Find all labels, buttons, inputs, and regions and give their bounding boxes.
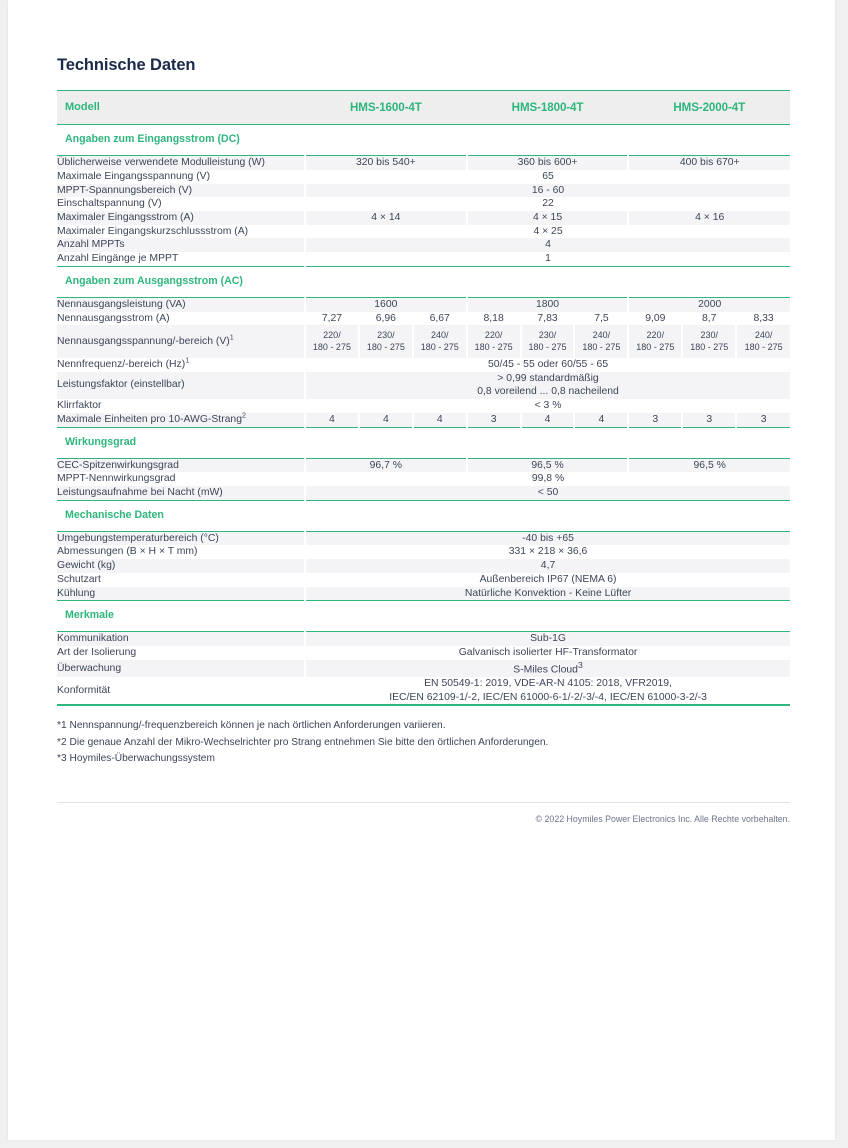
table-header-row	[57, 90, 790, 124]
row-label-text: Maximale Einheiten pro 10-AWG-Strang	[57, 413, 242, 425]
row-value-weight: 4,7	[305, 559, 790, 573]
technical-specifications-table	[57, 90, 790, 705]
row-value-rated-output-voltage-3	[413, 325, 467, 358]
row-value-max-units-3: 4	[413, 413, 467, 427]
table-row	[57, 545, 790, 559]
voltage-range: 180 - 275	[636, 341, 675, 352]
row-value-mppt-count: 4	[305, 238, 790, 252]
row-value-isolation: Galvanisch isolierter HF-Transformator	[305, 646, 790, 660]
row-value-max-input-current-1: 4 × 14	[305, 211, 467, 225]
table-row	[57, 531, 790, 545]
row-value-thd: < 3 %	[305, 399, 790, 413]
row-value-module-power-3: 400 bis 670+	[628, 156, 790, 170]
row-value-rated-output-current-5: 7,83	[521, 312, 575, 326]
row-value-inputs-per-mppt: 1	[305, 252, 790, 266]
row-value-rated-output-voltage-2	[359, 325, 413, 358]
row-value-compliance	[305, 677, 790, 704]
row-label-thd: Klirrfaktor	[57, 399, 305, 413]
row-value-startup-voltage: 22	[305, 197, 790, 211]
row-value-max-units-8: 3	[682, 413, 736, 427]
row-label-rated-output-voltage	[57, 325, 305, 358]
row-label-startup-voltage: Einschaltspannung (V)	[57, 197, 305, 211]
row-value-cec-efficiency-1: 96,7 %	[305, 458, 467, 472]
compliance-line-2: IEC/EN 62109-1/-2, IEC/EN 61000-6-1/-2/-3/-4, IEC/EN 61000-3-2/-3	[389, 691, 707, 703]
table-row	[57, 632, 790, 646]
row-value-module-power-1: 320 bis 540+	[305, 156, 467, 170]
footnote-3: *3 Hoymiles-Überwachungssystem	[57, 753, 215, 765]
power-factor-line-1: > 0,99 standardmäßig	[497, 372, 599, 384]
voltage-top: 230/	[538, 330, 557, 341]
voltage-range: 180 - 275	[312, 341, 351, 352]
footnote-marker-1: 1	[229, 332, 234, 342]
row-value-cooling: Natürliche Konvektion - Keine Lüfter	[305, 587, 790, 601]
footnote-marker-3: 3	[577, 659, 583, 670]
row-value-max-short-circuit-current: 4 × 25	[305, 225, 790, 239]
row-label-power-factor: Leistungsfaktor (einstellbar)	[57, 372, 305, 399]
table-row	[57, 358, 790, 372]
table-row	[57, 238, 790, 252]
row-label-monitoring: Überwachung	[57, 660, 305, 677]
row-value-module-power-2: 360 bis 600+	[467, 156, 629, 170]
table-row	[57, 211, 790, 225]
row-label-weight: Gewicht (kg)	[57, 559, 305, 573]
table-bottom-rule	[57, 704, 790, 706]
table-row	[57, 225, 790, 239]
table-row	[57, 156, 790, 170]
row-value-rated-output-voltage-5	[521, 325, 575, 358]
row-value-rated-frequency: 50/45 - 55 oder 60/55 - 65	[305, 358, 790, 372]
table-row	[57, 170, 790, 184]
row-value-rated-output-current-6: 7,5	[574, 312, 628, 326]
row-value-rated-output-power-2: 1800	[467, 297, 629, 311]
row-value-rated-output-voltage-7	[628, 325, 682, 358]
row-label-rated-frequency	[57, 355, 305, 372]
footer-divider	[57, 802, 790, 803]
row-value-max-input-current-3: 4 × 16	[628, 211, 790, 225]
section-header-features	[57, 601, 790, 632]
section-header-dc	[57, 125, 790, 156]
footnote-marker-2: 2	[242, 410, 246, 420]
row-value-max-units-7: 3	[628, 413, 682, 427]
footnote-1: *1 Nennspannung/-frequenzbereich können je nach örtlichen Anforderungen variieren.	[57, 720, 446, 732]
row-value-rated-output-voltage-4	[467, 325, 521, 358]
row-label-max-short-circuit-current: Maximaler Eingangskurzschlussstrom (A)	[57, 225, 305, 239]
row-value-mppt-voltage-range: 16 - 60	[305, 184, 790, 198]
row-label-mppt-efficiency: MPPT-Nennwirkungsgrad	[57, 472, 305, 486]
table-row	[57, 573, 790, 587]
section-label-efficiency: Wirkungsgrad	[57, 427, 790, 458]
section-header-mechanical	[57, 500, 790, 531]
monitoring-text: S-Miles Cloud	[513, 664, 578, 676]
row-value-cec-efficiency-3: 96,5 %	[628, 458, 790, 472]
row-label-max-input-voltage: Maximale Eingangsspannung (V)	[57, 170, 305, 184]
table-row	[57, 458, 790, 472]
row-value-power-factor	[305, 372, 790, 399]
row-value-protection-class: Außenbereich IP67 (NEMA 6)	[305, 573, 790, 587]
row-value-rated-output-power-1: 1600	[305, 297, 467, 311]
table-row	[57, 587, 790, 601]
row-value-max-input-voltage: 65	[305, 170, 790, 184]
row-value-max-input-current-2: 4 × 15	[467, 211, 629, 225]
voltage-top: 230/	[377, 330, 395, 341]
document-page	[8, 0, 835, 1140]
row-label-mppt-count: Anzahl MPPTs	[57, 238, 305, 252]
section-label-ac: Angaben zum Ausgangsstrom (AC)	[57, 266, 790, 297]
table-row	[57, 559, 790, 573]
voltage-range: 180 - 275	[690, 341, 729, 352]
table-row	[57, 646, 790, 660]
header-label: Modell	[57, 90, 305, 124]
row-label-ambient-temperature: Umgebungstemperaturbereich (°C)	[57, 531, 305, 545]
table-row	[57, 297, 790, 311]
table-row	[57, 677, 790, 704]
row-label-dimensions: Abmessungen (B × H × T mm)	[57, 545, 305, 559]
footnote-marker-1: 1	[185, 355, 190, 365]
voltage-top: 220/	[323, 330, 341, 341]
row-value-rated-output-current-1: 7,27	[305, 312, 359, 326]
row-value-max-units-1: 4	[305, 413, 359, 427]
row-label-inputs-per-mppt: Anzahl Eingänge je MPPT	[57, 252, 305, 266]
row-label-max-input-current: Maximaler Eingangsstrom (A)	[57, 211, 305, 225]
row-value-max-units-2: 4	[359, 413, 413, 427]
row-value-rated-output-current-9: 8,33	[736, 312, 790, 326]
row-label-max-units-per-string	[57, 410, 305, 427]
table-row	[57, 472, 790, 486]
row-value-rated-output-power-3: 2000	[628, 297, 790, 311]
model-column-1: HMS-1600-4T	[305, 90, 467, 124]
row-label-night-power: Leistungsaufnahme bei Nacht (mW)	[57, 486, 305, 500]
voltage-top: 220/	[646, 330, 665, 341]
table-row	[57, 184, 790, 198]
row-value-rated-output-current-7: 9,09	[628, 312, 682, 326]
row-value-communication: Sub-1G	[305, 632, 790, 646]
row-value-night-power: < 50	[305, 486, 790, 500]
model-column-2: HMS-1800-4T	[467, 90, 629, 124]
row-label-protection-class: Schutzart	[57, 573, 305, 587]
table-row	[57, 660, 790, 677]
table-row	[57, 252, 790, 266]
voltage-top: 220/	[484, 330, 503, 341]
row-label-isolation: Art der Isolierung	[57, 646, 305, 660]
row-value-rated-output-voltage-8	[682, 325, 736, 358]
row-label-cooling: Kühlung	[57, 587, 305, 601]
row-value-mppt-efficiency: 99,8 %	[305, 472, 790, 486]
row-value-rated-output-voltage-1	[305, 325, 359, 358]
table-row	[57, 413, 790, 427]
row-value-dimensions: 331 × 218 × 36,6	[305, 545, 790, 559]
row-value-max-units-5: 4	[521, 413, 575, 427]
row-label-module-power: Üblicherweise verwendete Modulleistung (W)	[57, 156, 305, 170]
table-row	[57, 197, 790, 211]
section-label-features: Merkmale	[57, 601, 790, 632]
section-header-ac	[57, 266, 790, 297]
voltage-top: 240/	[754, 330, 773, 341]
voltage-top: 230/	[700, 330, 718, 341]
row-value-ambient-temperature: -40 bis +65	[305, 531, 790, 545]
row-value-max-units-4: 3	[467, 413, 521, 427]
row-label-communication: Kommunikation	[57, 632, 305, 646]
table-row	[57, 486, 790, 500]
model-column-3: HMS-2000-4T	[628, 90, 790, 124]
power-factor-line-2: 0,8 voreilend ... 0,8 nacheilend	[477, 386, 619, 398]
voltage-range: 180 - 275	[366, 341, 405, 352]
table-row	[57, 399, 790, 413]
row-label-text: Nennfrequenz/-bereich (Hz)	[57, 358, 186, 370]
row-value-rated-output-current-4: 8,18	[467, 312, 521, 326]
row-value-rated-output-current-2: 6,96	[359, 312, 413, 326]
voltage-range: 180 - 275	[744, 341, 783, 352]
voltage-range: 180 - 275	[582, 341, 621, 352]
row-label-rated-output-current: Nennausgangsstrom (A)	[57, 312, 305, 326]
row-label-compliance: Konformität	[57, 677, 305, 704]
row-value-max-units-6: 4	[574, 413, 628, 427]
row-label-mppt-voltage-range: MPPT-Spannungsbereich (V)	[57, 184, 305, 198]
voltage-range: 180 - 275	[474, 341, 513, 352]
table-row	[57, 372, 790, 399]
compliance-line-1: EN 50549-1: 2019, VDE-AR-N 4105: 2018, VFR2019,	[424, 678, 672, 689]
row-value-rated-output-current-3: 6,67	[413, 312, 467, 326]
voltage-range: 180 - 275	[528, 341, 567, 352]
row-value-rated-output-voltage-6	[574, 325, 628, 358]
section-header-efficiency	[57, 427, 790, 458]
voltage-top: 240/	[592, 330, 611, 341]
row-value-rated-output-voltage-9	[736, 325, 790, 358]
row-value-max-units-9: 3	[736, 413, 790, 427]
row-value-rated-output-current-8: 8,7	[682, 312, 736, 326]
row-label-text: Nennausgangsspannung/-bereich (V)	[57, 335, 230, 347]
footnotes	[57, 718, 790, 768]
footnote-2: *2 Die genaue Anzahl der Mikro-Wechselrichter pro Strang entnehmen Sie bitte den örtlichen Anforderungen.	[57, 736, 549, 748]
table-row	[57, 325, 790, 358]
page-title: Technische Daten	[57, 56, 196, 74]
copyright-text: © 2022 Hoymiles Power Electronics Inc. Alle Rechte vorbehalten.	[535, 813, 790, 824]
row-label-cec-peak-efficiency: CEC-Spitzenwirkungsgrad	[57, 458, 305, 472]
voltage-top: 240/	[430, 330, 449, 341]
row-label-rated-output-power: Nennausgangsleistung (VA)	[57, 297, 305, 311]
section-label-dc: Angaben zum Eingangsstrom (DC)	[57, 125, 790, 156]
row-value-cec-efficiency-2: 96,5 %	[467, 458, 629, 472]
row-value-monitoring	[305, 660, 790, 677]
document-content	[57, 56, 790, 824]
voltage-range: 180 - 275	[420, 341, 459, 352]
section-label-mechanical: Mechanische Daten	[57, 500, 790, 531]
table-row	[57, 312, 790, 326]
